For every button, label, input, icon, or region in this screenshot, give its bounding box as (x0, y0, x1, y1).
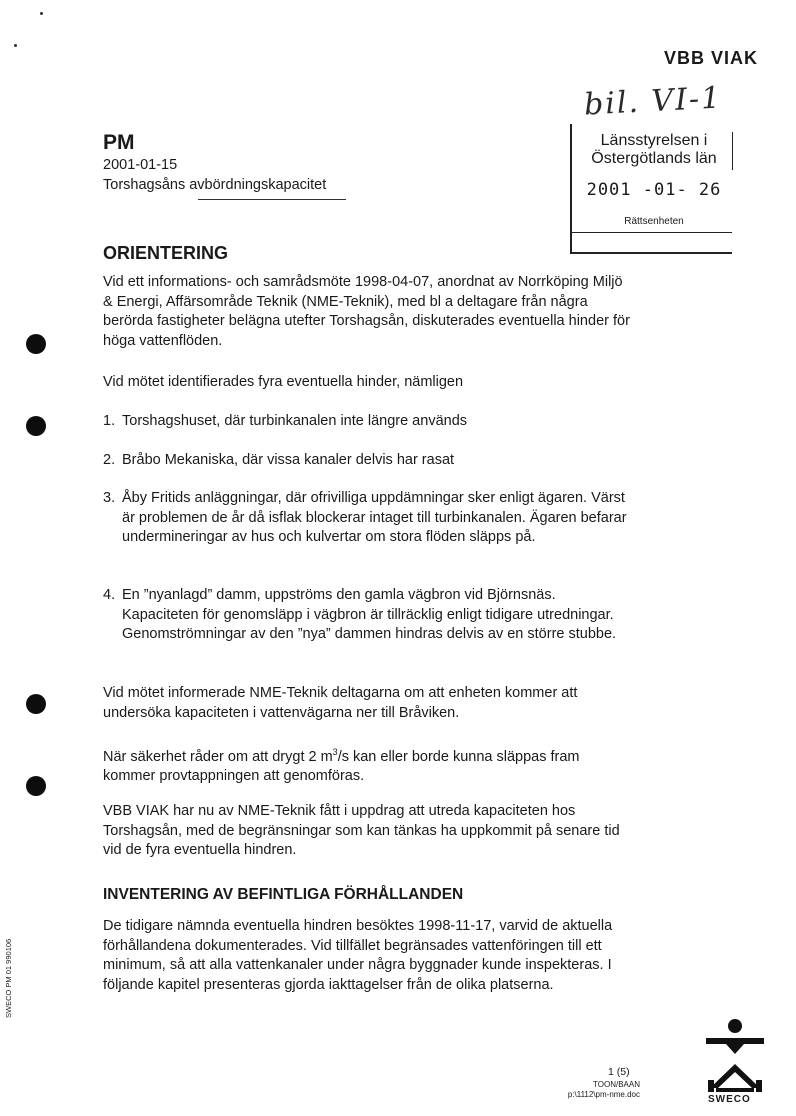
section-heading-inventering: INVENTERING AV BEFINTLIGA FÖRHÅLLANDEN (103, 886, 464, 903)
received-stamp (570, 124, 732, 254)
paragraph-text: När säkerhet råder om att drygt 2 m (103, 748, 333, 765)
punch-hole (26, 776, 46, 796)
document-code: SWECO PM 01 990106 (4, 938, 13, 1018)
paragraph: Vid mötet identifierades fyra eventuella hinder, nämligen (103, 374, 464, 390)
paragraph: Vid mötet informerade NME-Teknik deltagarna om att enheten kommer att undersöka kapaciteten i vattenvägarna ner till Bråviken. (103, 685, 578, 721)
company-name: VBB VIAK (663, 48, 758, 68)
sweco-logo-icon (700, 1018, 770, 1106)
memo-type: PM (103, 131, 135, 154)
list-item-text: Bråbo Mekaniska, där vissa kanaler delvis har rasat (122, 452, 455, 468)
section-heading-orientering: ORIENTERING (103, 243, 229, 263)
punch-hole (26, 416, 46, 436)
stamp-authority-line2: Östergötlands län (591, 150, 717, 167)
list-item (103, 489, 635, 548)
page-number: 1 (5) (608, 1066, 630, 1078)
list-item (103, 451, 635, 471)
list-item (103, 586, 635, 645)
paragraph: Vid ett informations- och samrådsmöte 1998-04-07, anordnat av Norrköping Miljö & Energi, Affärsområde Teknik (NME-Teknik), med bl a deltagare från några berörda fastigheter belägna utefter Torshagsån, diskuterades eventuella hinder för höga vattenflöden. (103, 274, 630, 349)
paragraph: De tidigare nämnda eventuella hindren besöktes 1998-11-17, varvid de aktuella förhållandena dokumenterades. Vid tillfället begränsades vattenföringen till ett minimum, så att alla vattenkanaler under några byggnader kunde inspekteras. I följande kapitel presenteras gjorda iakttagelser från de olika platserna. (103, 918, 613, 993)
list-item-text: Torshagshuset, där turbinkanalen inte längre används (122, 413, 468, 429)
memo-date: 2001-01-15 (103, 157, 178, 173)
memo-subject: Torshagsåns avbördningskapacitet (103, 177, 327, 193)
stamp-unit: Rättsenheten (624, 216, 684, 227)
list-item-number: 3. (103, 490, 116, 506)
stamp-border-tick (732, 132, 733, 170)
author-initials: TOON/BAAN (593, 1080, 640, 1089)
paragraph-text: /s kan eller borde kunna släppas fram kommer provtappningen att genomföras. (103, 748, 580, 785)
punch-hole (26, 334, 46, 354)
list-item-text: En ”nyanlagd” damm, uppströms den gamla vägbron vid Björnsnäs. Kapaciteten för genomsläpp i vägbron är tillräcklig enligt tidigare utredningar. Genomströmningar av den ”nya” dammen hindras delvis av en större stubbe. (122, 587, 617, 642)
list-item-number: 1. (103, 413, 116, 429)
file-path: p:\1112\pm-nme.doc (567, 1090, 640, 1099)
scan-speck (14, 44, 17, 47)
list-item (103, 412, 635, 432)
file-reference (568, 1080, 640, 1100)
paragraph: VBB VIAK har nu av NME-Teknik fått i uppdrag att utreda kapaciteten hos Torshagsån, med de begränsningar som kan tänkas ha uppkommit på senare tid vid de fyra eventuella hindren. (103, 803, 620, 858)
list-item-number: 2. (103, 452, 116, 468)
handwritten-note: bil. VI-1 (583, 80, 724, 123)
list-item-number: 4. (103, 587, 116, 603)
sweco-logo-text: SWECO (708, 1094, 751, 1105)
stamp-rule (572, 232, 732, 233)
stamp-date: 2001 -01- 26 (586, 180, 722, 200)
subject-underline (198, 199, 346, 200)
stamp-authority-line1: Länsstyrelsen i (600, 132, 708, 149)
paragraph (103, 743, 635, 787)
punch-hole (26, 694, 46, 714)
superscript-exponent: 3 (332, 747, 338, 757)
scan-speck (40, 12, 43, 15)
list-item-text: Åby Fritids anläggningar, där ofrivilliga uppdämningar sker enligt ägaren. Värst är problemen de år då isflak blockerar intaget till turbinkanalen. Ägaren befarar undermineringar av hus och kulvertar om stora flöden släpps på. (122, 490, 627, 545)
